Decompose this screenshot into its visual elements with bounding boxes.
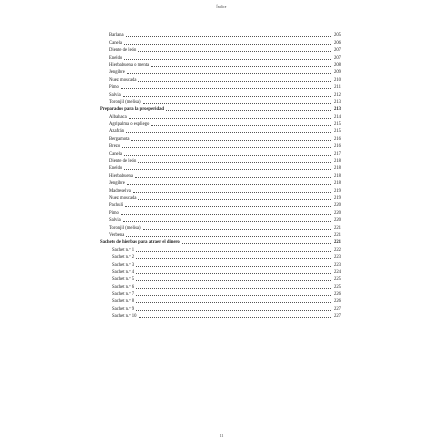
toc-entry-label: Diente de león	[109, 48, 137, 54]
toc-entry	[100, 253, 341, 260]
dot-leader	[127, 184, 331, 185]
toc-entry-page: 225	[333, 277, 341, 283]
toc-entry-label: Salvia	[109, 218, 121, 224]
toc-entry	[100, 75, 341, 82]
toc-entry-page: 219	[333, 188, 341, 194]
toc-entry	[100, 275, 341, 282]
toc-entry-page: 206	[333, 40, 341, 46]
toc-entry-page: 208	[333, 62, 341, 68]
toc-entry	[100, 282, 341, 289]
toc-entry-page: 227	[333, 314, 341, 320]
toc-entry-label: Jengibre	[109, 181, 125, 187]
dot-leader	[121, 88, 331, 89]
toc-entry-page: 226	[333, 292, 341, 298]
toc-entry	[100, 90, 341, 97]
toc-entry-page: 218	[333, 173, 341, 179]
dot-leader	[124, 59, 331, 60]
dot-leader	[136, 251, 331, 252]
toc-entry	[100, 312, 341, 319]
toc-entry	[100, 304, 341, 311]
toc-entry-label: Sachet n.º 6	[112, 284, 135, 290]
toc-entry-page: 219	[333, 195, 341, 201]
toc-entry-label: Sachet n.º 2	[112, 255, 135, 261]
toc-entry	[100, 149, 341, 156]
dot-leader	[143, 229, 331, 230]
dot-leader	[143, 103, 331, 104]
dot-leader	[121, 214, 331, 215]
toc-entry	[100, 245, 341, 252]
toc-entry-page: 223	[333, 262, 341, 268]
toc-entry-label: Toronjil (melisa)	[109, 99, 141, 105]
toc-entry-label: Pimo	[109, 210, 119, 216]
toc-entry-label: Nuez moscada	[109, 195, 137, 201]
dot-leader	[136, 302, 331, 303]
toc-entry-page: 224	[333, 269, 341, 275]
toc-entry-page: 205	[333, 33, 341, 39]
toc-entry-page: 222	[333, 247, 341, 253]
dot-leader	[136, 266, 331, 267]
dot-leader	[151, 125, 331, 126]
toc-entry-label: Sachet n.º 1	[112, 247, 135, 253]
toc-entry-label: Sachet n.º 10	[112, 314, 137, 320]
toc-entry-label: Nuez moscada	[109, 77, 137, 83]
toc-entry	[100, 208, 341, 215]
toc-entry-page: 221	[333, 225, 341, 231]
toc-entry-label: Pachulí	[109, 203, 124, 209]
toc-entry-label: Albahaca	[109, 114, 127, 120]
toc-entry-page: 209	[333, 70, 341, 76]
toc-entry-page: 217	[333, 151, 341, 157]
toc-entry-label: Agripalma o espliego	[109, 122, 150, 128]
running-head: Índice	[216, 5, 227, 9]
toc-entry	[100, 134, 341, 141]
toc-entry	[100, 194, 341, 201]
toc-entry	[100, 105, 341, 112]
toc-entry	[100, 268, 341, 275]
toc-entry-page: 218	[333, 159, 341, 165]
toc-entry	[100, 83, 341, 90]
dot-leader	[136, 288, 331, 289]
toc-entry-label: Eneldo	[109, 55, 123, 61]
toc-entry	[100, 31, 341, 38]
toc-entry-page: 215	[333, 122, 341, 128]
dot-leader	[123, 96, 331, 97]
toc-entry-label: Verbena	[109, 232, 125, 238]
table-of-contents	[100, 31, 341, 319]
dot-leader	[138, 162, 331, 163]
toc-entry-label: Jengibre	[109, 70, 125, 76]
toc-entry	[100, 260, 341, 267]
toc-entry-label: Bergamota	[109, 136, 130, 142]
toc-entry-page: 221	[333, 240, 341, 246]
toc-entry-label: Sachet n.º 5	[112, 277, 135, 283]
toc-entry-page: 216	[333, 136, 341, 142]
toc-entry-label: Sachet n.º 9	[112, 306, 135, 312]
dot-leader	[133, 192, 331, 193]
dot-leader	[138, 81, 331, 82]
toc-entry-page: 211	[334, 85, 341, 91]
toc-entry-label: Eneldo	[109, 166, 123, 172]
toc-entry-page: 212	[333, 92, 341, 98]
toc-entry	[100, 38, 341, 45]
toc-entry-label: Canela	[109, 151, 123, 157]
dot-leader	[124, 155, 331, 156]
toc-entry	[100, 53, 341, 60]
toc-entry	[100, 68, 341, 75]
toc-entry-label: Hierbabuena	[109, 173, 133, 179]
dot-leader	[166, 110, 331, 111]
toc-entry	[100, 142, 341, 149]
dot-leader	[123, 221, 331, 222]
toc-entry	[100, 238, 341, 245]
toc-entry-label: Diente de león	[109, 159, 137, 165]
toc-entry-label: Pimo	[109, 85, 119, 91]
dot-leader	[138, 199, 331, 200]
toc-entry-page: 226	[333, 299, 341, 305]
toc-entry-page: 225	[333, 284, 341, 290]
toc-entry-page: 213	[333, 107, 341, 113]
dot-leader	[136, 295, 331, 296]
toc-entry	[100, 98, 341, 105]
toc-entry-label: Sachets de hierbas para atraer el dinero	[100, 240, 180, 246]
dot-leader	[131, 140, 331, 141]
toc-entry-label: Sachet n.º 3	[112, 262, 135, 268]
toc-entry-page: 220	[333, 210, 341, 216]
toc-entry-label: Sachet n.º 4	[112, 269, 135, 275]
toc-entry	[100, 61, 341, 68]
toc-entry-label: Barlana	[109, 33, 124, 39]
dot-leader	[129, 118, 331, 119]
toc-entry-page: 220	[333, 218, 341, 224]
dot-leader	[138, 51, 331, 52]
toc-entry	[100, 157, 341, 164]
toc-entry	[100, 112, 341, 119]
toc-entry-label: Toronjil (melisa)	[109, 225, 141, 231]
toc-entry-label: Preparados para la prosperidad	[100, 107, 165, 113]
dot-leader	[136, 273, 331, 274]
toc-entry	[100, 223, 341, 230]
toc-entry-page: 214	[333, 114, 341, 120]
toc-entry	[100, 186, 341, 193]
dot-leader	[124, 169, 331, 170]
dot-leader	[124, 44, 331, 45]
toc-entry-page: 227	[333, 306, 341, 312]
toc-entry	[100, 46, 341, 53]
toc-entry	[100, 164, 341, 171]
toc-entry-page: 220	[333, 203, 341, 209]
toc-entry-label: Sachet n.º 7	[112, 292, 135, 298]
toc-entry-label: Brezo	[109, 144, 121, 150]
toc-entry-label: Salvia	[109, 92, 121, 98]
dot-leader	[126, 236, 331, 237]
toc-entry-page: 207	[333, 48, 341, 54]
toc-entry-page: 218	[333, 181, 341, 187]
toc-entry-page: 216	[333, 144, 341, 150]
dot-leader	[151, 66, 331, 67]
toc-entry-page: 207	[333, 55, 341, 61]
toc-entry-page: 223	[333, 255, 341, 261]
toc-entry	[100, 120, 341, 127]
toc-entry	[100, 179, 341, 186]
dot-leader	[136, 280, 331, 281]
toc-entry-page: 210	[333, 77, 341, 83]
toc-entry	[100, 297, 341, 304]
dot-leader	[135, 177, 331, 178]
dot-leader	[125, 206, 331, 207]
dot-leader	[182, 243, 331, 244]
dot-leader	[122, 147, 331, 148]
dot-leader	[126, 36, 331, 37]
toc-entry	[100, 216, 341, 223]
toc-entry	[100, 201, 341, 208]
dot-leader	[139, 317, 332, 318]
toc-entry-label: Madreselva	[109, 188, 131, 194]
toc-entry	[100, 231, 341, 238]
toc-entry-page: 213	[333, 99, 341, 105]
toc-entry-label: Azafrán	[109, 129, 125, 135]
toc-entry	[100, 127, 341, 134]
dot-leader	[127, 73, 331, 74]
toc-entry	[100, 171, 341, 178]
toc-entry-page: 221	[333, 232, 341, 238]
dot-leader	[126, 132, 331, 133]
toc-entry-label: Canela	[109, 40, 123, 46]
page-number: 11	[219, 433, 224, 438]
dot-leader	[136, 258, 331, 259]
toc-entry-page: 215	[333, 129, 341, 135]
toc-entry-label: Hierbabuena o menta	[109, 62, 150, 68]
dot-leader	[136, 310, 331, 311]
toc-entry-label: Sachet n.º 8	[112, 299, 135, 305]
toc-entry	[100, 290, 341, 297]
toc-entry-page: 218	[333, 166, 341, 172]
